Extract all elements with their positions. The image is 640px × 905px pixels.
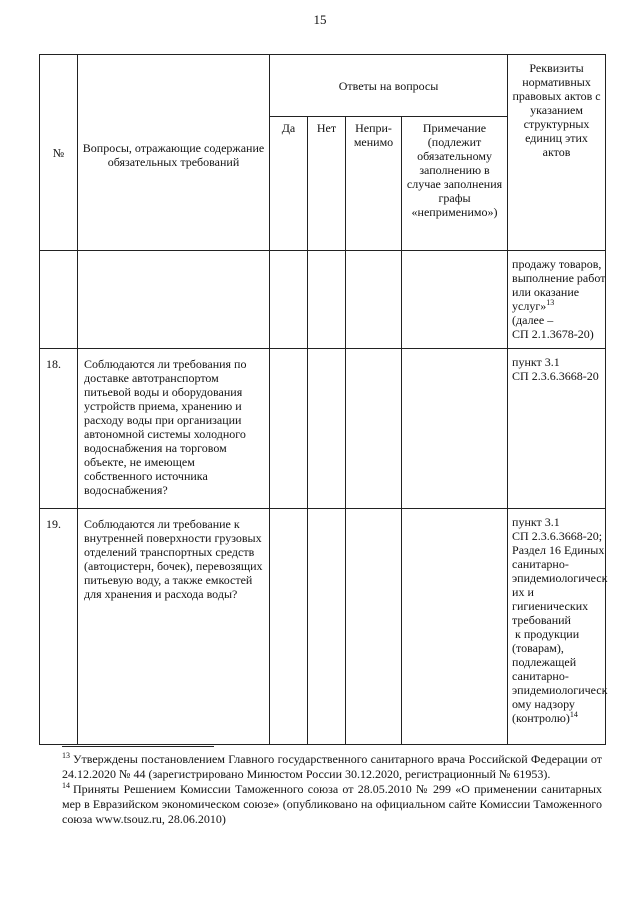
- footnote-13: [62, 752, 602, 782]
- cell-not-applicable: [346, 349, 402, 509]
- footnotes: [62, 752, 602, 827]
- cell-requisites: [508, 251, 606, 349]
- ref-line: СП 2.3.6.3668-20: [512, 369, 599, 383]
- ref-line: санитарно-: [512, 669, 569, 683]
- ref-text: (контролю): [512, 711, 570, 725]
- header-requisites: Реквизиты нормативных правовых актов с указанием структурных единиц этих актов: [508, 55, 606, 251]
- cell-no: [308, 349, 346, 509]
- ref-line: (товарам),: [512, 641, 564, 655]
- ref-line: пункт 3.1: [512, 515, 560, 529]
- ref-line: СП 2.1.3678-20): [512, 327, 594, 341]
- ref-line: гигиенических: [512, 599, 589, 613]
- footnote-text: Утверждены постановлением Главного государственного санитарного врача Российской Федерации от 24.12.2020 № 44 (зарегистрировано Минюстом России 30.12.2020, регистрационный № 61953).: [62, 752, 602, 781]
- row-number: 18.: [40, 349, 78, 509]
- header-row-1: [40, 55, 606, 117]
- cell-note: [402, 509, 508, 745]
- row-question: Соблюдаются ли требование к внутренней поверхности грузовых отделений транспортных средств (автоцистерн, бочек), перевозящих питьевую воду, а также емкостей для хранения и расхода воды?: [78, 509, 270, 745]
- ref-line: продажу товаров,: [512, 257, 602, 271]
- cell-question: [78, 251, 270, 349]
- ref-line: санитарно-: [512, 557, 569, 571]
- cell-num: [40, 251, 78, 349]
- cell-yes: [270, 251, 308, 349]
- table-row-18: [40, 349, 606, 509]
- ref-line: эпидемиологическ: [512, 571, 608, 585]
- ref-line: к продукции: [512, 627, 580, 641]
- ref-line-with-footnote: [512, 711, 603, 725]
- row-question: Соблюдаются ли требования по доставке автотранспортом питьевой воды и оборудования устройств приема, хранению и расходу воды при организации автономной системы холодного водоснабжения на торговом объекте, не имеющем собственного источника водоснабжения?: [78, 349, 270, 509]
- footnote-14: [62, 782, 602, 827]
- ref-line: пункт 3.1: [512, 355, 560, 369]
- ref-line: подлежащей: [512, 655, 577, 669]
- ref-line: или оказание: [512, 285, 580, 299]
- ref-line-with-footnote: [512, 299, 603, 313]
- row-requisites: [508, 349, 606, 509]
- footnote-mark: 14: [62, 781, 70, 790]
- row-requisites: [508, 509, 606, 745]
- cell-not-applicable: [346, 251, 402, 349]
- row-number: 19.: [40, 509, 78, 745]
- cell-yes: [270, 509, 308, 745]
- table-row-19: [40, 509, 606, 745]
- footnote-ref-14: 14: [569, 710, 578, 719]
- ref-text: услуг»: [512, 299, 547, 313]
- cell-note: [402, 349, 508, 509]
- cell-no: [308, 509, 346, 745]
- header-yes: Да: [270, 117, 308, 251]
- cell-yes: [270, 349, 308, 509]
- footnote-ref-13: 13: [546, 298, 555, 307]
- footnote-mark: 13: [62, 751, 70, 760]
- ref-line: требований: [512, 613, 571, 627]
- header-answers: Ответы на вопросы: [270, 55, 508, 117]
- ref-line: (далее –: [512, 313, 554, 327]
- header-note: Примечание (подлежит обязательному заполнению в случае заполнения графы «неприменимо»): [402, 117, 508, 251]
- ref-line: выполнение работ: [512, 271, 606, 285]
- header-no: Нет: [308, 117, 346, 251]
- cell-note: [402, 251, 508, 349]
- footnote-text: Приняты Решением Комиссии Таможенного союза от 28.05.2010 № 299 «О применении санитарных мер в Евразийском экономическом союзе» (опубликовано на официальном сайте Комиссии Таможенного союза www.tsouz.ru, 28.06.2010): [62, 782, 602, 826]
- page-number: 15: [313, 12, 327, 27]
- ref-line: Раздел 16 Единых: [512, 543, 605, 557]
- cell-not-applicable: [346, 509, 402, 745]
- footnote-separator: [62, 746, 214, 747]
- requirements-table: [39, 54, 606, 745]
- cell-no: [308, 251, 346, 349]
- header-not-applicable: Непри-менимо: [346, 117, 402, 251]
- ref-line: их и: [512, 585, 534, 599]
- ref-line: эпидемиологическ: [512, 683, 608, 697]
- header-num: №: [40, 55, 78, 251]
- ref-line: ому надзору: [512, 697, 575, 711]
- header-questions: Вопросы, отражающие содержание обязательных требований: [78, 55, 270, 251]
- continuation-row: [40, 251, 606, 349]
- ref-line: СП 2.3.6.3668-20;: [512, 529, 603, 543]
